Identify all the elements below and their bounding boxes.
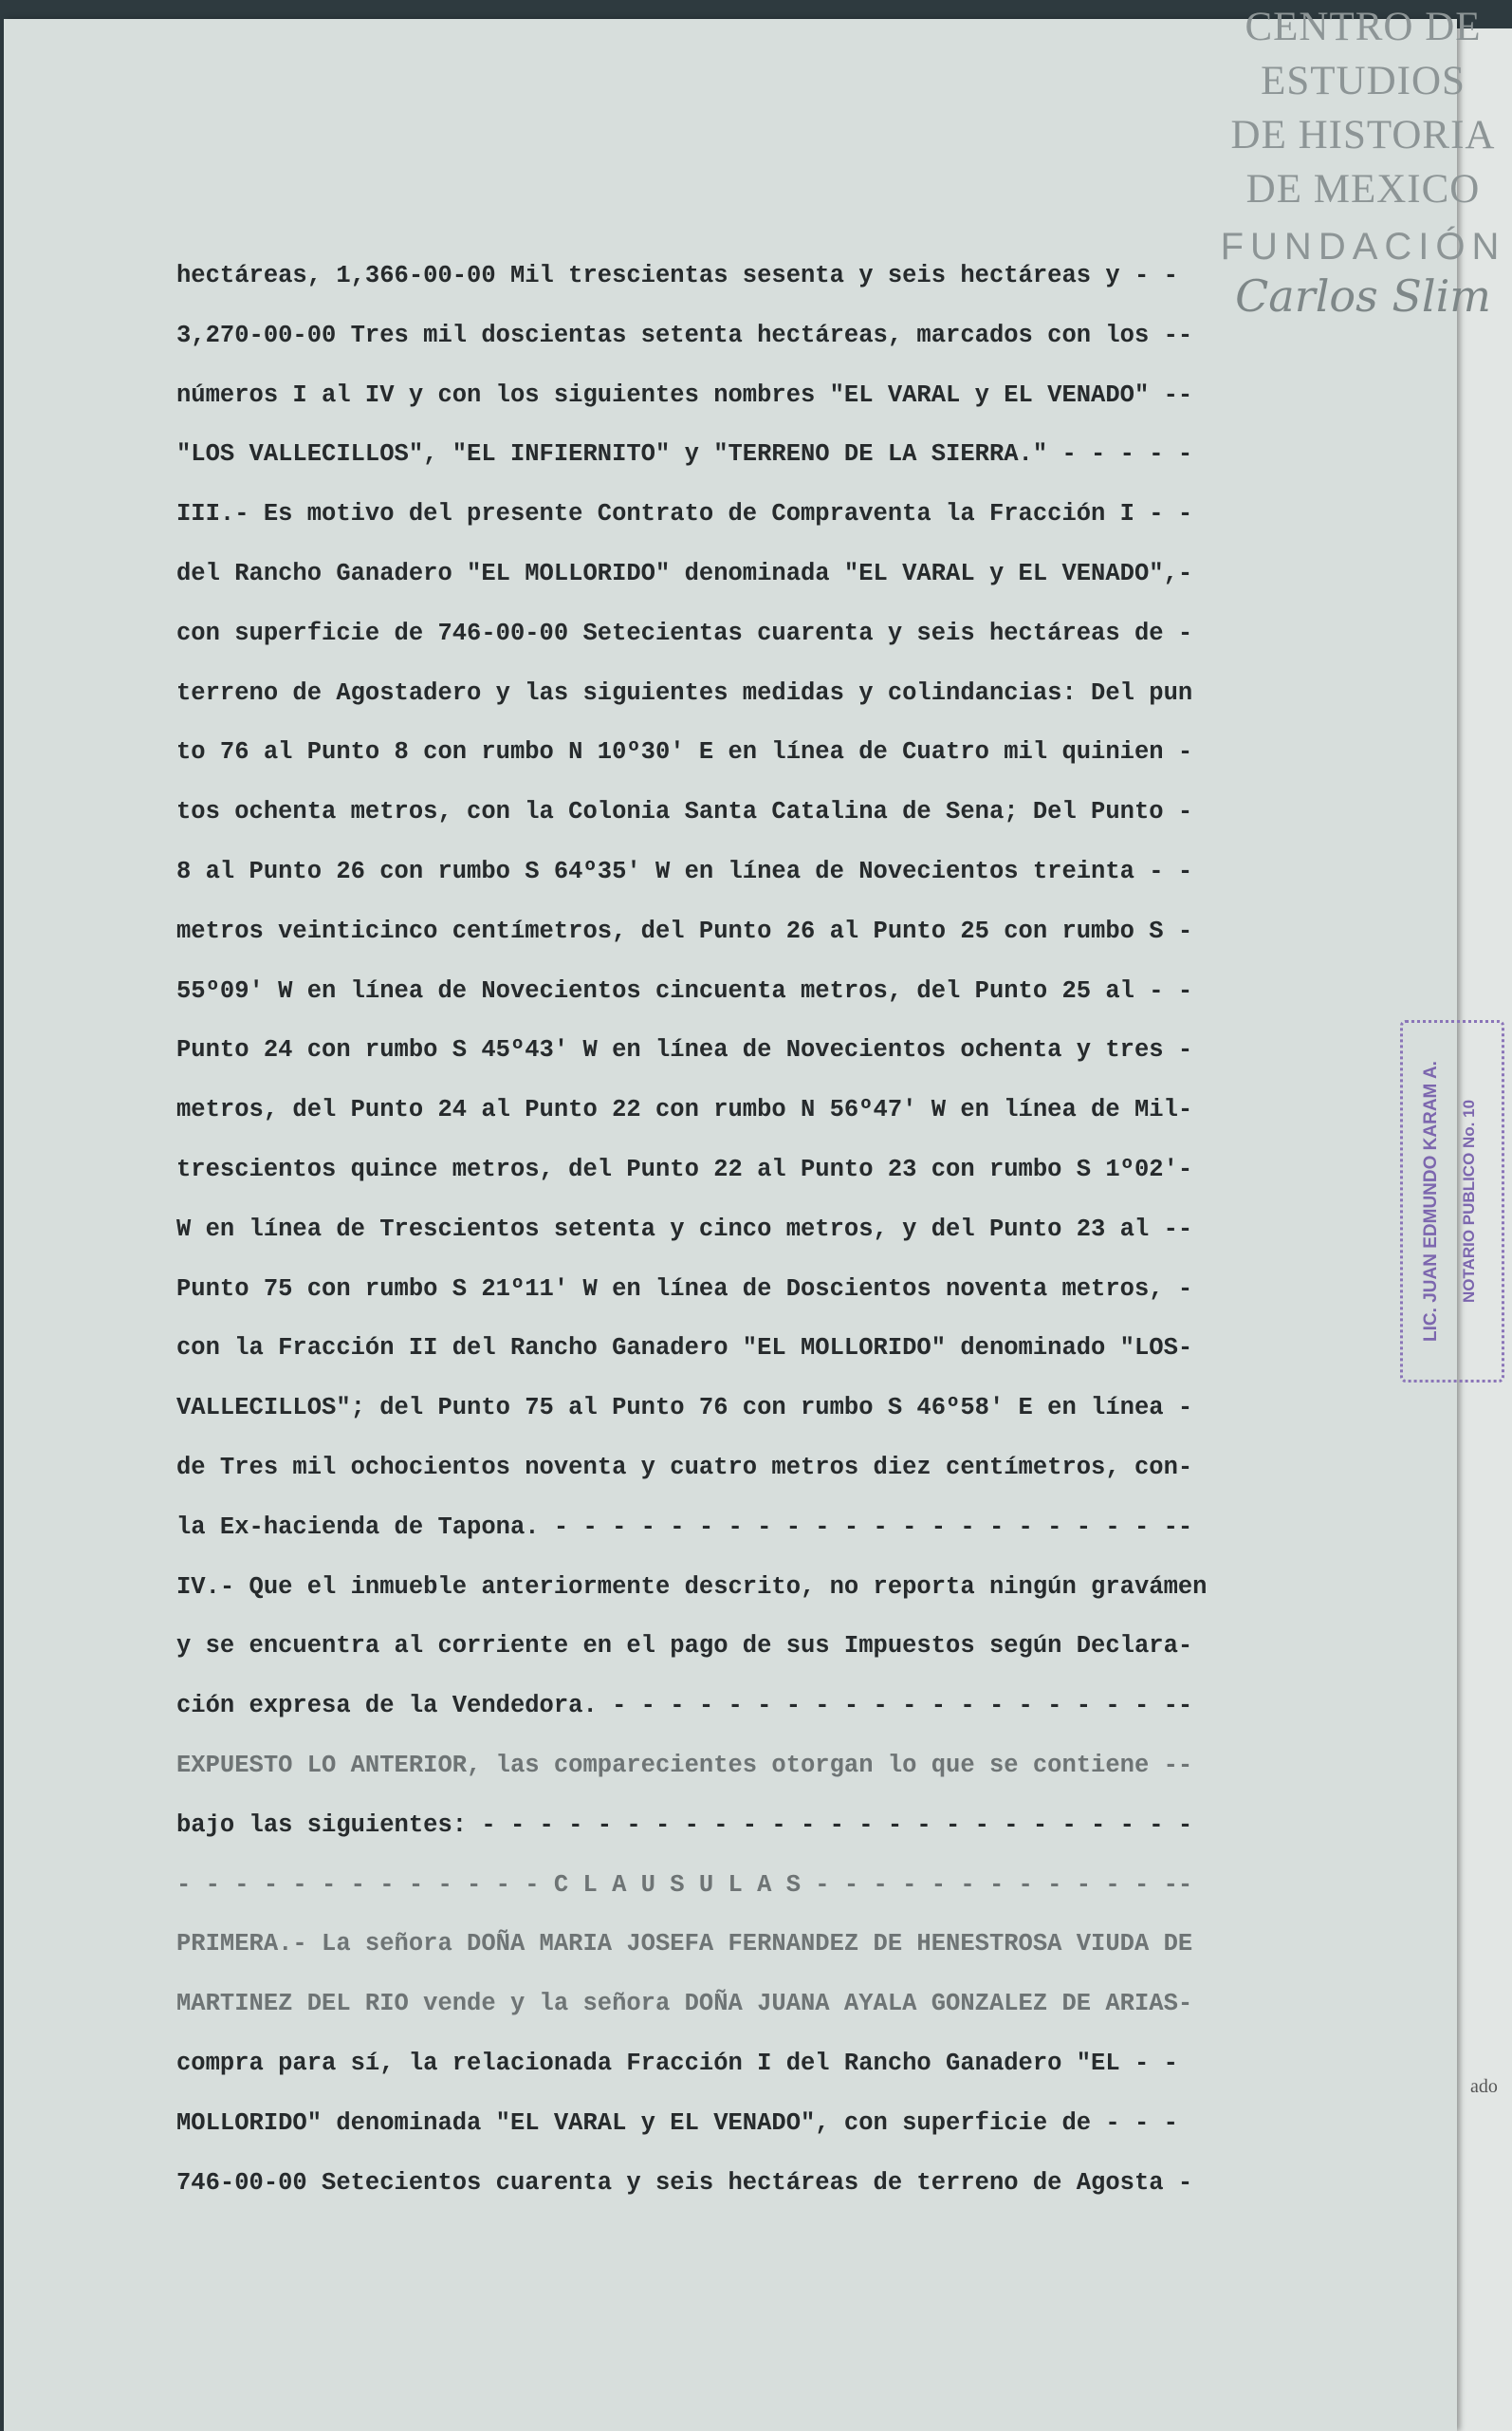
document-line: 8 al Punto 26 con rumbo S 64º35' W en línea de Novecientos treinta - -	[176, 857, 1193, 885]
document-line: la Ex-hacienda de Tapona. - - - - - - - - - - - - - - - - - - - - - --	[176, 1512, 1193, 1541]
document-line: de Tres mil ochocientos noventa y cuatro metros diez centímetros, con-	[176, 1453, 1193, 1481]
archive-line: CENTRO DE	[1245, 5, 1482, 49]
document-line: III.- Es motivo del presente Contrato de Compraventa la Fracción I - -	[176, 500, 1193, 529]
archive-line: ESTUDIOS	[1261, 59, 1466, 103]
document-line: números I al IV y con los siguientes nombres "EL VARAL y EL VENADO" --	[176, 380, 1193, 409]
document-line: PRIMERA.- La señora DOÑA MARIA JOSEFA FERNANDEZ DE HENESTROSA VIUDA DE	[176, 1930, 1193, 1958]
document-line: Punto 75 con rumbo S 21º11' W en línea de Doscientos noventa metros, -	[176, 1274, 1193, 1303]
document-line: to 76 al Punto 8 con rumbo N 10º30' E en línea de Cuatro mil quinien -	[176, 738, 1193, 767]
document-line: con la Fracción II del Rancho Ganadero "EL MOLLORIDO" denominado "LOS-	[176, 1334, 1193, 1363]
document-line: 746-00-00 Setecientos cuarenta y seis hectáreas de terreno de Agosta -	[176, 2168, 1193, 2197]
document-line: Punto 24 con rumbo S 45º43' W en línea de Novecientos ochenta y tres -	[176, 1036, 1193, 1065]
archive-line: DE HISTORIA	[1230, 113, 1496, 158]
document-line: metros, del Punto 24 al Punto 22 con rumbo N 56º47' W en línea de Mil-	[176, 1096, 1193, 1124]
document-line: terreno de Agostadero y las siguientes medidas y colindancias: Del pun	[176, 678, 1193, 707]
document-line: trescientos quince metros, del Punto 22 al Punto 23 con rumbo S 1º02'-	[176, 1155, 1193, 1183]
document-line: bajo las siguientes: - - - - - - - - - - - - - - - - - - - - - - - - -	[176, 1810, 1193, 1839]
document-line: MARTINEZ DEL RIO vende y la señora DOÑA JUANA AYALA GONZALEZ DE ARIAS-	[176, 1990, 1193, 2018]
archive-line: DE MEXICO	[1245, 167, 1481, 212]
document-line: compra para sí, la relacionada Fracción I del Rancho Ganadero "EL - -	[176, 2049, 1178, 2077]
document-line: 55º09' W en línea de Novecientos cincuenta metros, del Punto 25 al - -	[176, 976, 1193, 1005]
document-line: "LOS VALLECILLOS", "EL INFIERNITO" y "TERRENO DE LA SIERRA." - - - - -	[176, 440, 1193, 469]
document-line: EXPUESTO LO ANTERIOR, las comparecientes otorgan lo que se contiene --	[176, 1751, 1193, 1779]
document-line: del Rancho Ganadero "EL MOLLORIDO" denominada "EL VARAL y EL VENADO",-	[176, 559, 1193, 587]
document-line: - - - - - - - - - - - - - C L A U S U L A S - - - - - - - - - - - - --	[176, 1870, 1193, 1899]
archive-foundation: FUNDACIÓN	[1220, 226, 1506, 268]
document-line: 3,270-00-00 Tres mil doscientas setenta hectáreas, marcados con los --	[176, 321, 1193, 349]
document-line: ción expresa de la Vendedora. - - - - - - - - - - - - - - - - - - - --	[176, 1692, 1193, 1720]
notary-name: LIC. JUAN EDMUNDO KARAM A.	[1421, 1061, 1441, 1342]
archive-signature: Carlos Slim	[1235, 270, 1491, 322]
edge-text: ado	[1470, 2076, 1498, 2097]
notary-title: NOTARIO PUBLICO No. 10	[1460, 1099, 1478, 1304]
notary-stamp	[1400, 1020, 1504, 1383]
document-line: W en línea de Trescientos setenta y cinco metros, y del Punto 23 al --	[176, 1215, 1193, 1243]
document-line: con superficie de 746-00-00 Setecientas cuarenta y seis hectáreas de -	[176, 619, 1193, 647]
document-line: hectáreas, 1,366-00-00 Mil trescientas sesenta y seis hectáreas y - -	[176, 262, 1178, 289]
document-line: y se encuentra al corriente en el pago de sus Impuestos según Declara-	[176, 1632, 1193, 1661]
document-line: MOLLORIDO" denominada "EL VARAL y EL VENADO", con superficie de - - -	[176, 2108, 1178, 2137]
document-line: IV.- Que el inmueble anteriormente descrito, no reporta ningún gravámen	[176, 1572, 1208, 1601]
document-line: VALLECILLOS"; del Punto 75 al Punto 76 con rumbo S 46º58' E en línea -	[176, 1394, 1193, 1422]
document-line: metros veinticinco centímetros, del Punto 26 al Punto 25 con rumbo S -	[176, 917, 1193, 945]
document-line: tos ochenta metros, con la Colonia Santa Catalina de Sena; Del Punto -	[176, 798, 1193, 826]
letterhead-bleedthrough	[626, 106, 1100, 144]
document-body	[176, 247, 1315, 2213]
